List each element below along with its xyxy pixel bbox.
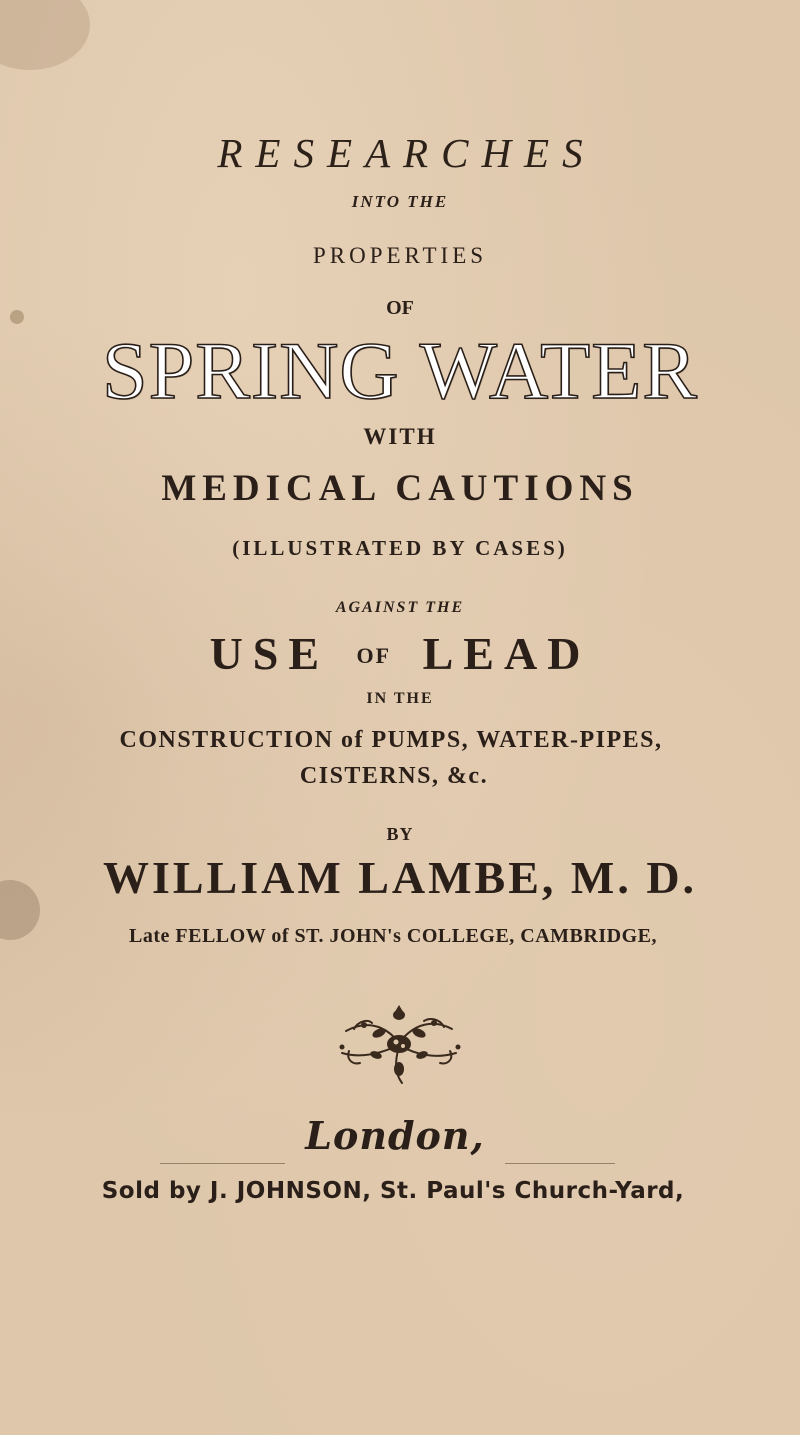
imprint-place: London, <box>305 1113 485 1158</box>
title-in-the: IN THE <box>366 690 434 707</box>
title-properties: PROPERTIES <box>312 243 488 268</box>
author-affiliation: Late FELLOW of ST. JOHN's COLLEGE, CAMBRIDGE, <box>129 925 657 947</box>
title-use: USE <box>209 628 330 679</box>
paper-stain <box>0 0 90 70</box>
title-construction: CONSTRUCTION of PUMPS, WATER-PIPES, <box>119 727 663 753</box>
imprint-publisher: Sold by J. JOHNSON, St. Paul's Church-Yard, <box>101 1178 685 1204</box>
title-medical-cautions: MEDICAL CAUTIONS <box>161 468 639 509</box>
divider-left <box>160 1163 285 1164</box>
title-illustrated-by-cases: (ILLUSTRATED BY CASES) <box>232 536 568 560</box>
divider-right <box>505 1163 615 1164</box>
title-use-of-lead <box>0 628 800 679</box>
title-researches: RESEARCHES <box>217 130 596 176</box>
title-into-the: INTO THE <box>351 192 449 211</box>
title-against-the: AGAINST THE <box>335 599 465 616</box>
title-spring-water: SPRING WATER <box>102 325 698 416</box>
title-with: WITH <box>363 424 437 449</box>
title-lead: LEAD <box>422 628 591 679</box>
title-cisterns: CISTERNS, &c. <box>299 763 489 789</box>
title-use-of: OF <box>356 643 392 668</box>
floral-ornament-icon <box>324 1003 474 1087</box>
title-by: BY <box>386 824 414 844</box>
author-name: WILLIAM LAMBE, M. D. <box>102 852 698 903</box>
title-of: OF <box>386 297 414 319</box>
